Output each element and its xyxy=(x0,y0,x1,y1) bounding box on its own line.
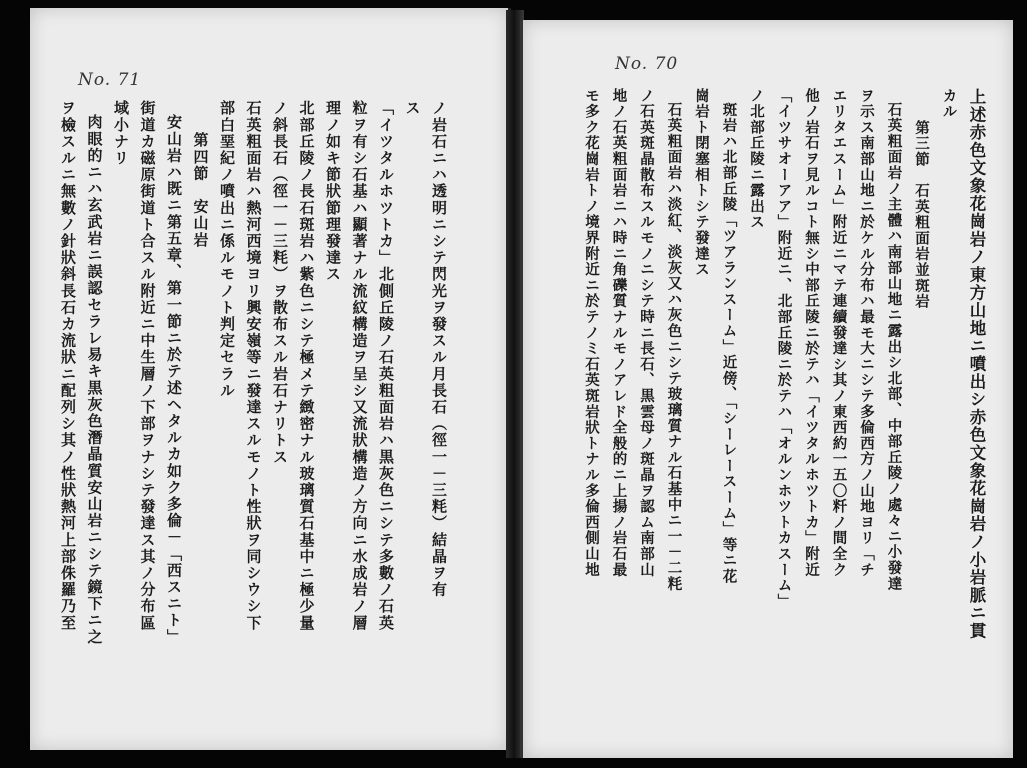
text-column: ヲ示ス南部山地ニ於ケル分布ハ最モ大ニシテ多倫西方ノ山地ヨリ「チ xyxy=(858,88,875,578)
text-column: 石英粗面岩ハ淡紅、淡灰又ハ灰色ニシテ玻璃質ナル石基中ニ一－二粍 xyxy=(665,102,683,592)
text-column: 粒ヲ有シ石基ハ顯著ナル流紋構造ヲ呈シ又流狀構造ノ方向ニ水成岩ノ層 xyxy=(350,100,369,632)
left-page-number: No. 71 xyxy=(78,70,142,90)
text-column: 「イツタルホツトカ」北側丘陵ノ石英粗面岩ハ黒灰色ニシテ多數ノ石英 xyxy=(377,100,395,632)
text-column: カル xyxy=(940,88,958,120)
text-column: ノ岩石ニハ透明ニシテ閃光ヲ發スル月長石（徑一－三粍）結晶ヲ有 xyxy=(430,100,448,598)
text-column: 地ノ石英粗面岩ニハ時ニ角礫質ナルモノアレド全般的ニ上揚ノ岩石最 xyxy=(610,88,628,578)
text-column: モ多ク花崗岩トノ境界附近ニ於テノミ石英斑岩狀トナル多倫西側山地 xyxy=(583,88,600,578)
text-column: 石英粗面岩ノ主體ハ南部山地ニ露出シ北部、中部丘陵ノ處々ニ小發達 xyxy=(885,102,903,592)
text-column: 上述赤色文象花崗岩ノ東方山地ニ噴出シ赤色文象花崗岩ノ小岩脈ニ貫 xyxy=(967,88,986,640)
text-column: ノ北部丘陵ニ露出ス xyxy=(748,88,765,231)
text-column: ス xyxy=(403,100,422,117)
text-column: 崗岩ト閉塞相トシテ發達ス xyxy=(693,88,710,278)
text-column: 域小ナリ xyxy=(112,100,130,167)
text-column: 街道カ磁原街道ト合スル附近ニ中生層ノ下部ヲナシテ發達ス其ノ分布區 xyxy=(138,100,157,632)
text-column: エリタエスーム」附近ニマテ連續發達シ其ノ東西約一五〇粁ノ間全ク xyxy=(830,88,848,578)
text-column: 肉眼的ニハ玄武岩ニ誤認セラレ易キ黒灰色潛晶質安山岩ニシテ鏡下ニ之 xyxy=(85,114,104,646)
text-column: 他ノ岩石ヲ見ルコト無シ中部丘陵ニ於テハ「イツタルホツトカ」附近 xyxy=(803,88,820,578)
text-column: 石英粗面岩ハ熱河西境ヨリ興安嶺等ニ發達スルモノト性狀ヲ同シウシ下 xyxy=(244,100,263,632)
text-column: 斑岩ハ北部丘陵「ツアランスーム」近傍、「シーレースーム」等ニ花 xyxy=(720,102,738,585)
text-column: ノ石英斑晶散布スルモノニシテ時ニ長石、黒雲母ノ斑晶ヲ認ム南部山 xyxy=(638,88,655,578)
section-heading: 第三節 石英粗面岩並斑岩 xyxy=(913,120,930,310)
text-column: ヲ檢スルニ無數ノ針狀斜長石カ流狀ニ配列シ其ノ性狀熱河上部侏羅乃至 xyxy=(59,100,77,632)
right-page-text xyxy=(583,88,990,728)
text-column: 「イツサオーアア」附近ニ、北部丘陵ニ於テハ「オルンホツトカスーム」 xyxy=(775,88,793,610)
text-column: 北部丘陵ノ長石斑岩ハ紫色ニシテ極メテ緻密ナル玻璃質石基中ニ極少量 xyxy=(297,100,316,632)
text-column: 理ノ如キ節狀節理發達ス xyxy=(324,100,342,283)
text-column: 安山岩ハ既ニ第五章、第一節ニ於テ述ヘタルカ如ク多倫－「西スニト」 xyxy=(165,114,183,646)
text-column: ノ斜長石（徑一－三粍）ヲ散布スル岩石ナリトス xyxy=(271,100,289,466)
left-page-text xyxy=(59,100,452,730)
section-heading: 第四節 安山岩 xyxy=(191,132,210,249)
text-column: 部白堊紀ノ噴出ニ係ルモノト判定セラル xyxy=(218,100,236,399)
right-page-number: No. 70 xyxy=(615,54,679,74)
